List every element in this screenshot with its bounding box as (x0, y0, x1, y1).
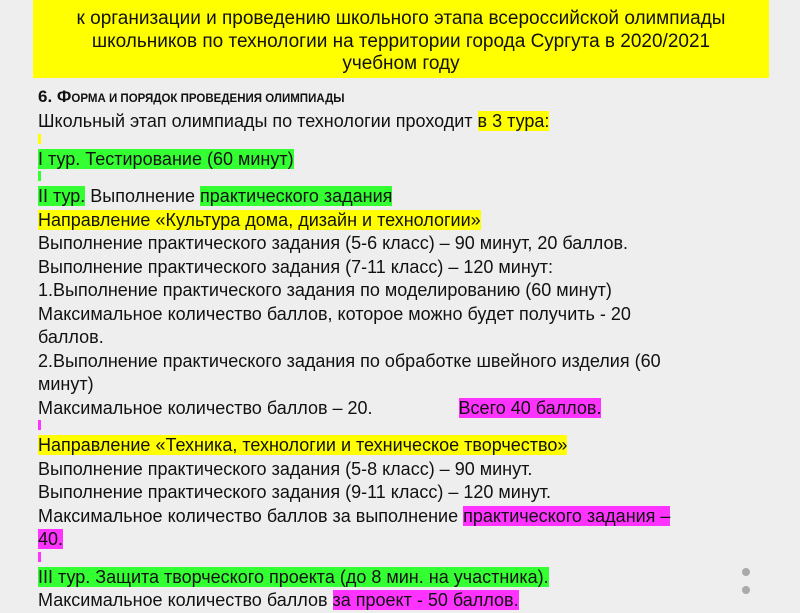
direction1-title-text: Направление «Культура дома, дизайн и технологии» (38, 209, 481, 230)
highlight-marker (38, 171, 41, 181)
direction2-max-value: 40. (38, 529, 64, 549)
tour3-line (38, 566, 758, 590)
highlight-marker (38, 552, 41, 562)
highlight-marker (38, 134, 41, 144)
direction1-line: Выполнение практического задания (7-11 класс) – 120 минут: (38, 256, 554, 277)
tour2-text: Выполнение (85, 186, 201, 206)
section-number: 6. Ф (38, 87, 72, 106)
tour3-last-line (38, 589, 758, 613)
banner-line-3: учебном году (342, 53, 460, 74)
direction1-line: минут) (38, 374, 94, 394)
tour3-text: III тур. Защита творческого проекта (до 8 мин. на участника). (38, 566, 549, 587)
direction2-title (38, 434, 758, 458)
direction1-title (38, 209, 758, 233)
direction1-line: баллов. (38, 327, 104, 347)
direction2-max-line (38, 505, 758, 529)
direction2-line: Выполнение практического задания (9-11 класс) – 120 минут. (38, 482, 552, 502)
tour3-last-highlight: за проект - 50 баллов. (332, 590, 519, 610)
direction2-max-line-2 (38, 528, 758, 552)
section-title: ОРМА И ПОРЯДОК ПРОВЕДЕНИЯ ОЛИМПИАДЫ (71, 93, 345, 105)
highlight-marker (38, 420, 41, 430)
dot-icon (742, 586, 750, 594)
tour2-label: II тур. (38, 186, 86, 206)
tour1-line (38, 148, 758, 172)
intro-text: Школьный этап олимпиады по технологии проходит (38, 111, 478, 131)
banner-line-2: школьников по технологии на территории города Сургута в 2020/2021 (91, 30, 711, 52)
direction1-max-text: Максимальное количество баллов – 20. (38, 397, 373, 418)
header-banner (33, 0, 769, 78)
banner-line-1: к организации и проведению школьного этапа всероссийской олимпиады (76, 8, 726, 29)
direction1-max-line (38, 397, 758, 421)
intro-line (38, 110, 758, 134)
direction1-line: Максимальное количество баллов, которое можно будет получить - 20 (38, 303, 631, 324)
tour2-highlight: практического задания (200, 186, 393, 206)
direction2-max-text: Максимальное количество баллов за выполнение (38, 505, 464, 526)
direction1-line: 2.Выполнение практического задания по обработке швейного изделия (60 (38, 350, 661, 371)
direction1-line: Выполнение практического задания (5-6 класс) – 90 минут, 20 баллов. (38, 233, 629, 253)
slide-nav-dots (742, 568, 752, 604)
intro-highlight: в 3 тура: (477, 111, 550, 131)
tour1-text: I тур. Тестирование (60 минут) (38, 148, 294, 169)
tour2-line (38, 185, 758, 209)
dot-icon (742, 568, 750, 576)
direction2-line: Выполнение практического задания (5-8 класс) – 90 минут. (38, 458, 533, 479)
slide-content (38, 86, 758, 613)
direction2-title-text: Направление «Техника, технологии и техническое творчество» (38, 435, 568, 455)
direction1-line: 1.Выполнение практического задания по моделированию (60 минут) (38, 280, 612, 300)
section-heading (38, 86, 758, 110)
direction2-max-highlight: практического задания – (463, 505, 671, 526)
tour3-last-text: Максимальное количество баллов (38, 590, 333, 610)
direction1-total: Всего 40 баллов. (458, 397, 602, 418)
